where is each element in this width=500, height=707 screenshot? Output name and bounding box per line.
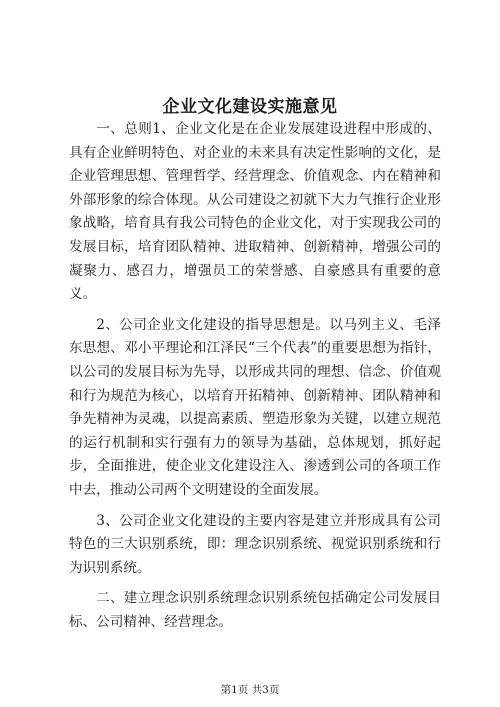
page-footer: 第1页 共3页	[220, 684, 280, 696]
paragraph-3: 3、公司企业文化建设的主要内容是建立并形成具有公司特色的三大识别系统，即：理念识别系统、视觉识别系统和行为识别系统。	[69, 512, 441, 576]
paragraph-4: 二、建立理念识别系统理念识别系统包括确定公司发展目标、公司精神、经营理念。	[69, 590, 441, 630]
paragraph-2: 2、公司企业文化建设的指导思想是。以马列主义、毛泽东思想、邓小平理论和江泽民“三个代表”的重要思想为指针，以公司的发展目标为先导，以形成共同的理想、信念、价值观和行为规范为核心，以培育开拓精神、创新精神、团队精神和争先精神为灵魂，以提高素质、塑造形象为关键，以建立规范的运行机制和实行强有力的领导为基础，总体规划，抓好起步，全面推进，使企业文化建设注入、渗透到公司的各项工作中去，推动公司两个文明建设的全面发展。	[69, 316, 441, 498]
document-title: 企业文化建设实施意见	[162, 97, 338, 117]
document-body	[69, 118, 441, 641]
paragraph-1: 一、总则1、企业文化是在企业发展建设进程中形成的、具有企业鲜明特色、对企业的未来具有决定性影响的文化，是企业管理思想、管理哲学、经营理念、价值观念、内在精神和外部形象的综合体现。从公司建设之初就下大力气推行企业形象战略，培育具有我公司特色的企业文化，对于实现我公司的发展目标，培育团队精神、进取精神、创新精神，增强公司的凝聚力、感召力，增强员工的荣誉感、自豪感具有重要的意义。	[69, 121, 441, 303]
